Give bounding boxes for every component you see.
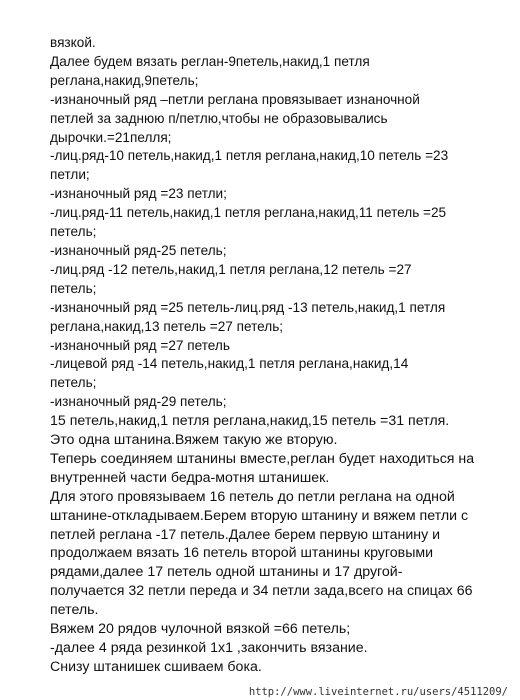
text-line: Для этого провязываем 16 петель до петли реглана на одной: [50, 488, 455, 505]
text-line: -изнаночный ряд =25 петель-лиц.ряд -13 петель,накид,1 петля: [50, 299, 446, 315]
text-line: -лицевой ряд -14 петель,накид,1 петля реглана,накид,14: [50, 356, 409, 372]
text-line: петель;: [50, 375, 97, 391]
text-line: Это одна штанина.Вяжем такую же вторую.: [50, 432, 338, 449]
text-line: -изнаночный ряд –петли реглана провязывает изнаночной: [50, 91, 420, 107]
text-line: реглана,накид,9петель;: [50, 72, 199, 88]
text-line: -изнаночный ряд-25 петель;: [50, 242, 227, 258]
text-line: -далее 4 ряда резинкой 1х1 ,закончить вязание.: [50, 640, 368, 656]
text-line: Вяжем 20 рядов чулочной вязкой =66 петель;: [50, 621, 351, 638]
text-line: вязкой.: [50, 35, 96, 50]
text-line: петлей реглана -17 петель.Далее берем первую штанину и: [50, 526, 441, 543]
document-body: [50, 34, 510, 677]
source-url-watermark: http://www.liveinternet.ru/users/4511209/: [248, 686, 508, 698]
text-line: -изнаночный ряд =27 петель: [50, 337, 230, 353]
text-line: рядами,далее 17 петель одной штанины и 17 другой-: [50, 564, 403, 581]
text-line: Снизу штанишек сшиваем бока.: [50, 658, 262, 675]
text-line: петлей за заднюю п/петлю,чтобы не образовывались: [50, 110, 388, 126]
text-line: внутренней части бедра-мотня штанишек.: [50, 469, 330, 486]
text-line: -лиц.ряд-10 петель,накид,1 петля реглана,накид,10 петель =23: [50, 148, 449, 164]
text-line: -изнаночный ряд =23 петли;: [50, 186, 227, 202]
text-line: Далее будем вязать реглан-9петель,накид,1 петля: [50, 53, 370, 69]
text-line: -лиц.ряд-11 петель,накид,1 петля реглана,накид,11 петель =25: [50, 205, 447, 221]
text-line: 15 петель,накид,1 петля реглана,накид,15 петель =31 петля.: [50, 413, 450, 430]
text-line: петель;: [50, 280, 97, 296]
text-line: продолжаем вязать 16 петель второй штанины круговыми: [50, 545, 434, 562]
text-line: -лиц.ряд -12 петель,накид,1 петля реглана,12 петель =27: [50, 261, 412, 277]
text-line: дырочки.=21пелля;: [50, 129, 172, 145]
text-line: получается 32 петли переда и 34 петли зада,всего на спицах 66: [50, 583, 473, 600]
text-line: Теперь соединяем штанины вместе,реглан будет находиться на: [50, 450, 475, 467]
text-line: петель.: [50, 602, 99, 619]
text-line: -изнаночный ряд-29 петель;: [50, 394, 227, 410]
text-line: реглана,накид,13 петель =27 петель;: [50, 318, 284, 334]
text-line: штанине-откладываем.Берем вторую штанину и вяжем петли с: [50, 507, 469, 524]
text-line: петель;: [50, 224, 97, 240]
text-line: петли;: [50, 167, 90, 183]
